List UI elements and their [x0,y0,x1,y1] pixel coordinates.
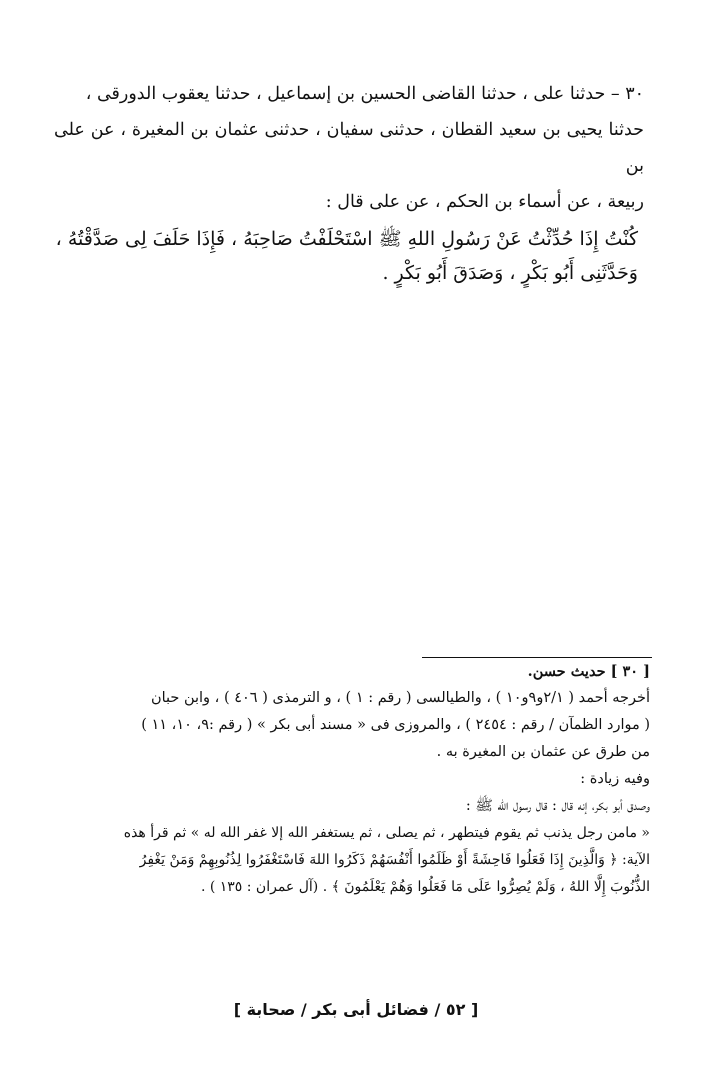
addition-line: وصدق أبو بكر، إنه قال : قال رسول الله ﷺ : [465,798,650,814]
matn-line: وَحَدَّثَنِى أَبُو بَكْرٍ ، وَصَدَقَ أَبُو بَكْرٍ . [382,262,638,284]
matn-line: كُنْتُ إِذَا حُدِّثْتُ عَنْ رَسُولِ اللهِ ﷺ اسْتَحْلَفْتُ صَاحِبَهُ ، فَإِذَا حَلَفَ لِى صَدَّقْتُهُ ، [55,228,638,250]
takhrij-line: ( موارد الظمآن / رقم : ٢٤٥٤ ) ، والمروزى فى « مسند أبى بكر » ( رقم :٩، ١٠، ١١ ) [141,717,650,733]
takhrij-line: من طرق عن عثمان بن المغيرة به . [436,744,650,760]
hadith-grade: [ ٣٠ ] حديث حسن. [527,663,650,680]
footnotes [62,658,650,901]
takhrij-line: أخرجه أحمد ( ٢/١و٩و١٠ ) ، والطيالسى ( رقم : ١ ) ، و الترمذى ( ٤٠٦ ) ، وابن حبان [150,690,650,706]
addition-line: الآية: ﴿ وَالَّذِينَ إِذَا فَعَلُوا فَاحِشَةً أَوْ ظَلَمُوا أَنْفُسَهُمْ ذَكَرُوا اللهَ فَاسْتَغْفَرُوا لِذُنُوبِهِمْ وَمَنْ يَغْفِرُ [139,852,650,868]
hadith-text [54,76,644,288]
addition-label: وفيه زيادة : [580,771,650,787]
page-footer: [ ٥٢ / فضائل أبى بكر / صحابة ] [233,1000,479,1019]
isnad-line: ٣٠ – حدثنا على ، حدثنا القاضى الحسين بن إسماعيل ، حدثنا يعقوب الدورقى ، [85,84,644,104]
addition-line: الذُّنُوبَ إِلَّا اللهُ ، وَلَمْ يُصِرُّوا عَلَى مَا فَعَلُوا وَهُمْ يَعْلَمُونَ ﴾ . (آل عمران : ١٣٥ ) . [200,879,650,895]
isnad-line: ربيعة ، عن أسماء بن الحكم ، عن على قال : [325,192,644,212]
addition-line: « مامن رجل يذنب ثم يقوم فيتطهر ، ثم يصلى ، ثم يستغفر الله إلا غفر الله له » ثم قرأ هذه [123,825,650,841]
isnad-line: حدثنا يحيى بن سعيد القطان ، حدثنى سفيان ، حدثنى عثمان بن المغيرة ، عن على بن [54,120,644,176]
